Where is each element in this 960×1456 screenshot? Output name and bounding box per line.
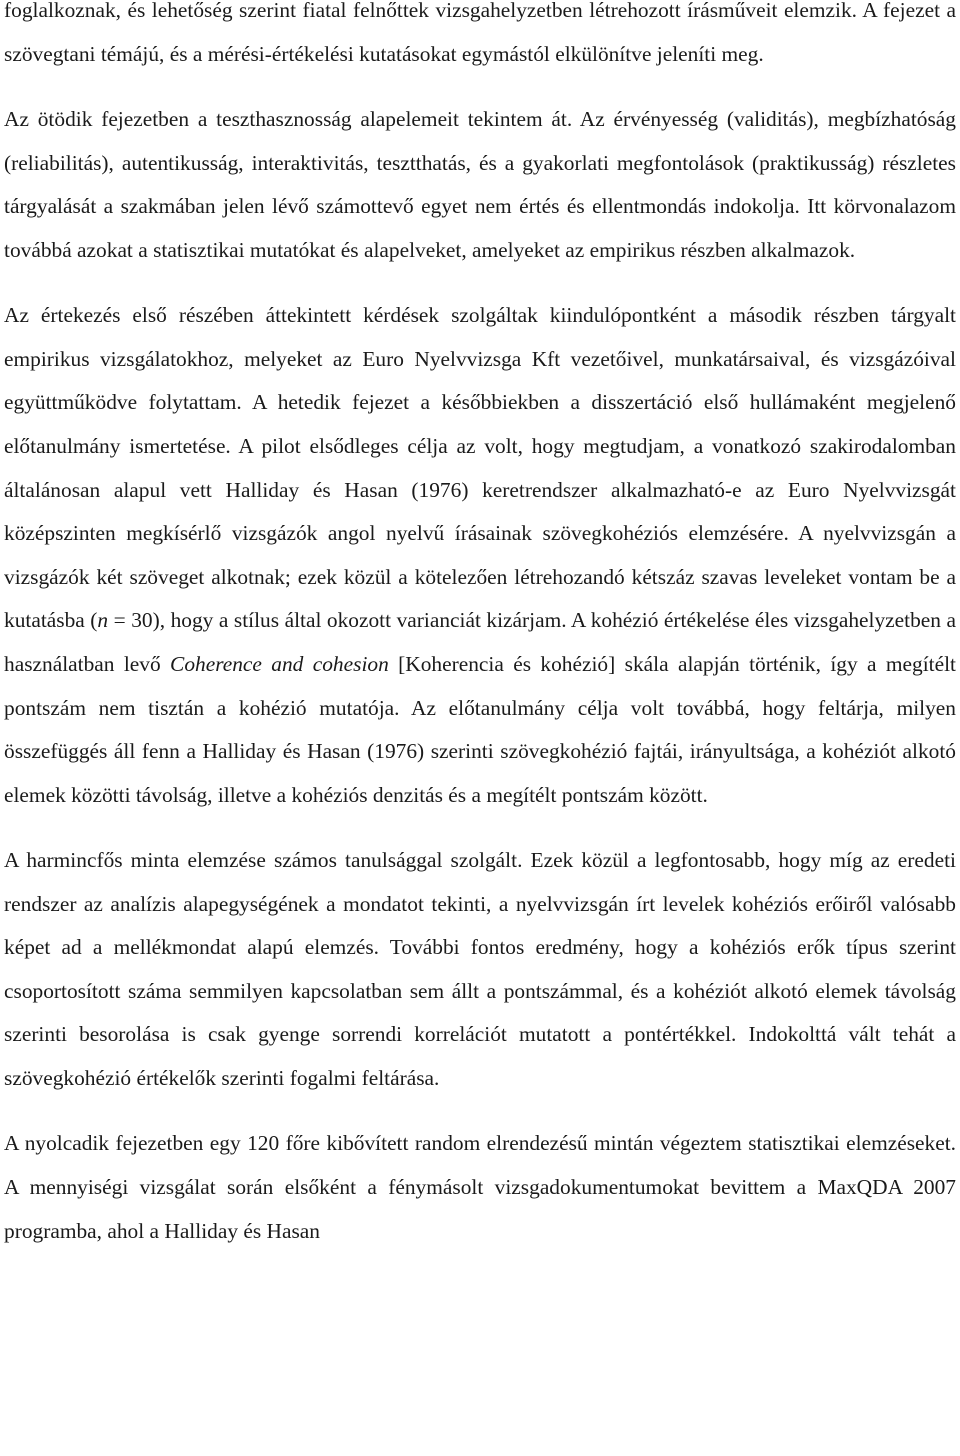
text-run: = 30), hogy a stílus által okozott varianciát kizárjam. A kohézió értékelése éles vizsgahelyzetben a használatban levő	[4, 608, 956, 676]
text-run: A harmincfős minta elemzése számos tanulsággal szolgált. Ezek közül a legfontosabb, hogy míg az eredeti rendszer az analízis alapegységének a mondatot tekinti, a nyelvvizsgán írt levelek kohéziós erőiről valósabb képet ad a mellékmondat alapú elemzés. További fontos eredmény, hogy a kohéziós erők típus szerint csoportosított száma semmilyen kapcsolatban sem állt a pontszámmal, és a kohéziót alkotó elemek távolság szerinti besorolása is csak gyenge sorrendi korrelációt mutatott a pontértékkel. Indokolttá vált tehát a szövegkohézió értékelők szerinti fogalmi feltárása.	[4, 848, 956, 1091]
text-run: [Koherencia és kohézió] skála alapján történik, így a megítélt pontszám nem tisztán a kohézió mutatója. Az előtanulmány célja volt továbbá, hogy feltárja, milyen összefüggés áll fenn a Halliday és Hasan (1976) szerinti szövegkohézió fajtái, irányultsága, a kohéziót alkotó elemek közötti távolság, illetve a kohéziós denzitás és a megítélt pontszám között.	[4, 651, 956, 807]
paragraph-2	[4, 98, 956, 272]
text-run: Az ötödik fejezetben a teszthasznosság alapelemeit tekintem át. Az érvényesség (validitás), megbízhatóság (reliabilitás), autentikusság, interaktivitás, tesztthatás, és a gyakorlati megfontolások (praktikusság) részletes tárgyalását a szakmában jelen lévő számottevő egyet nem értés és ellentmondás indokolja. Itt körvonalazom továbbá azokat a statisztikai mutatókat és alapelveket, amelyeket az empirikus részben alkalmazok.	[4, 106, 956, 262]
text-run: Az értekezés első részében áttekintett kérdések szolgáltak kiindulópontként a második részben tárgyalt empirikus vizsgálatokhoz, melyeket az Euro Nyelvvizsga Kft vezetőivel, munkatársaival, és vizsgázóival együttműködve folytattam. A hetedik fejezet a későbbiekben a disszertáció első hullámaként megjelenő előtanulmány ismertetése. A pilot elsődleges célja az volt, hogy megtudjam, a vonatkozó szakirodalomban általánosan alapul vett Halliday és Hasan (1976) keretrendszer alkalmazható-e az Euro Nyelvvizsgát középszinten megkísérlő vizsgázók angol nyelvű írásainak szövegkohéziós elemzésére. A nyelvvizsgán a vizsgázók két szöveget alkotnak; ezek közül a kötelezően létrehozandó kétszáz szavas leveleket vontam be a kutatásba (	[4, 303, 956, 633]
paragraph-5	[4, 1122, 956, 1253]
paragraph-1	[4, 0, 956, 76]
italic-text-run: n	[97, 608, 109, 633]
text-run: A nyolcadik fejezetben egy 120 főre kibővített random elrendezésű mintán végeztem statisztikai elemzéseket. A mennyiségi vizsgálat során elsőként a fénymásolt vizsgadokumentumokat bevittem a MaxQDA 2007 programba, ahol a Halliday és Hasan	[4, 1131, 956, 1243]
paragraph-3	[4, 294, 956, 817]
paragraph-4	[4, 839, 956, 1101]
italic-text-run: Coherence and cohesion	[170, 651, 389, 676]
document-page	[4, 0, 956, 1253]
text-run: foglalkoznak, és lehetőség szerint fiatal felnőttek vizsgahelyzetben létrehozott írásműveit elemzik. A fejezet a szövegtani témájú, és a mérési-értékelési kutatásokat egymástól elkülönítve jeleníti meg.	[4, 0, 956, 66]
